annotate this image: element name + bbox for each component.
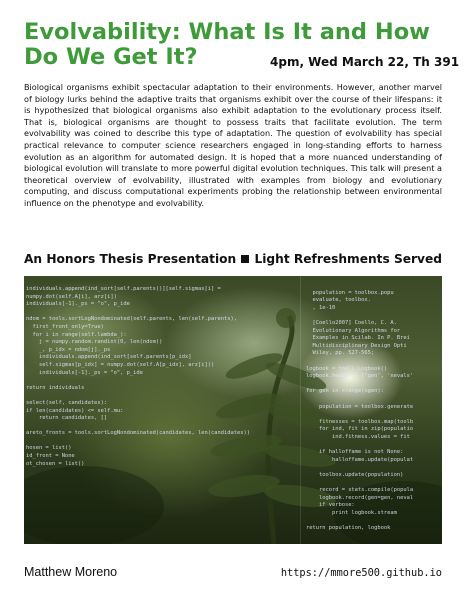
code-line bbox=[26, 468, 276, 476]
code-line bbox=[306, 464, 442, 472]
code-line: ndom = tools.sortLogNondominated(self.parents, len(self.parents), bbox=[26, 316, 237, 323]
square-bullet-icon bbox=[241, 255, 249, 263]
code-line bbox=[26, 506, 276, 514]
code-line bbox=[306, 517, 442, 525]
author-name: Matthew Moreno bbox=[24, 565, 118, 579]
code-line: logbook = tools.Logbook() bbox=[306, 365, 388, 372]
abstract-text: Biological organisms exhibit spectacular adaptation to their environments. However, another marvel of biology lurks behind the adaptive traits that organisms exhibit over the course of their lifespans: it is hypothesized that biological organisms also exhibit adaptation to the evolutionary process itself. That is, biological organisms are thought to possess traits that facilitate evolution. The term evolvability was coined to describe this type of adaptation. The question of evolvability has special practical relevance to computer science researchers engaged in long-standing efforts to harness evolution as an algorithm for automated design. It is hoped that a more nuanced understanding of biological evolution will translate to more powerful digital evolution techniques. This talk will present a theoretical overview of evolvability, illustrated with examples from biology and evolutionary computing, and discuss computational experiments probing the relationship between environmental influence on the phenotype and evolvability. bbox=[24, 82, 442, 208]
code-line: ind.fitness.values = fit bbox=[306, 433, 410, 440]
code-line bbox=[26, 514, 276, 522]
code-line: if verbose: bbox=[306, 502, 355, 509]
code-line: Wiley, pp. 527-565; bbox=[306, 350, 375, 357]
code-line: self.sigmas[p_idx] = numpy.dot(self.A[p_idx], arz[i])) bbox=[26, 361, 215, 368]
date-time-location: 4pm, Wed March 22, Th 391 bbox=[270, 55, 460, 69]
code-line bbox=[306, 312, 442, 320]
code-listing-left bbox=[26, 286, 276, 521]
code-line: ot_chosen = list() bbox=[26, 460, 85, 467]
code-line bbox=[26, 392, 276, 400]
code-line: toolbox.update(population) bbox=[306, 471, 404, 478]
code-line: select(self, candidates): bbox=[26, 399, 108, 406]
code-line: individuals[-1]._ps = "o", p_ide bbox=[26, 301, 130, 308]
code-line: population = toolbox.popu bbox=[306, 289, 394, 296]
code-line: areto_fronts = tools.sortLogNondominated(candidates, len(candidates)) bbox=[26, 430, 250, 437]
code-line bbox=[306, 479, 442, 487]
code-line: halloffame.update(populat bbox=[306, 456, 414, 463]
code-line: return candidates, [] bbox=[26, 415, 108, 422]
code-line bbox=[306, 441, 442, 449]
code-line bbox=[306, 282, 442, 290]
code-line: for i in range(self.lambda_): bbox=[26, 331, 127, 338]
code-line: logbook.record(gen=gen, neval bbox=[306, 494, 414, 501]
code-line: id_front = None bbox=[26, 453, 75, 460]
code-line: individuals.append(ind_sort[self.parents[p_idx] bbox=[26, 354, 192, 361]
code-line: individuals.append(ind_sort[self.parents()][self.sigmas[i] = bbox=[26, 286, 221, 292]
code-line: individuals[-1]._ps = "o", p_ide bbox=[26, 369, 143, 376]
code-line bbox=[26, 438, 276, 446]
code-line: _, p_idx = ndom[j]._ps bbox=[26, 346, 111, 353]
honors-thesis-label: An Honors Thesis Presentation bbox=[24, 252, 237, 266]
code-line: record = stats.compile(popula bbox=[306, 487, 414, 494]
code-line bbox=[26, 483, 276, 491]
code-line: if halloffame is not None: bbox=[306, 449, 404, 456]
code-line: evaluate, toolbox. bbox=[306, 297, 371, 304]
code-line bbox=[26, 499, 276, 507]
code-line: return population, logbook bbox=[306, 525, 391, 531]
code-line: first_front_only=True) bbox=[26, 323, 104, 330]
code-line: return individuals bbox=[26, 384, 85, 391]
code-line: Examples in Scilab. In P. Brei bbox=[306, 335, 410, 342]
code-line bbox=[26, 423, 276, 431]
code-line: Evolutionary Algorithms for bbox=[306, 327, 401, 334]
code-line: fitnesses = toolbox.map(toolb bbox=[306, 418, 414, 425]
code-line bbox=[306, 411, 442, 419]
code-line bbox=[26, 377, 276, 385]
author-url[interactable]: https://mmore500.github.io bbox=[280, 567, 442, 579]
code-line: for gen in xrange(ngen): bbox=[306, 388, 384, 395]
code-line: Multidisciplinary Design Opti bbox=[306, 342, 407, 349]
code-line: , 1e-10 bbox=[306, 304, 336, 311]
code-line: logbook.header = ['gen', 'nevals' bbox=[306, 373, 414, 380]
code-line bbox=[26, 491, 276, 499]
fern-code-photo bbox=[24, 276, 442, 544]
code-line: numpy.dot(self.A[i], arz[i]) bbox=[26, 293, 117, 300]
panel-divider bbox=[300, 276, 301, 544]
code-line: hosen = list() bbox=[26, 445, 72, 452]
code-line bbox=[306, 358, 442, 366]
code-line: print logbook.stream bbox=[306, 509, 397, 516]
code-line: for ind, fit in zip(populatio bbox=[306, 426, 414, 433]
code-line: population = toolbox.generate bbox=[306, 403, 414, 410]
refreshments-label: Light Refreshments Served bbox=[254, 252, 442, 266]
code-line: if len(candidates) <= self.mu: bbox=[26, 407, 124, 414]
code-line: j = numpy.random.randint(0, len(ndom)) bbox=[26, 339, 163, 346]
poster-title: Evolvability: What Is It and How Do We Get It? bbox=[24, 19, 430, 70]
code-line bbox=[26, 309, 276, 317]
code-line bbox=[26, 476, 276, 484]
info-strip bbox=[24, 250, 442, 268]
code-line bbox=[306, 381, 442, 389]
code-line: [Coello2007] Coello, C. A. bbox=[306, 319, 397, 326]
code-line bbox=[306, 396, 442, 404]
code-listing-right bbox=[306, 282, 442, 533]
